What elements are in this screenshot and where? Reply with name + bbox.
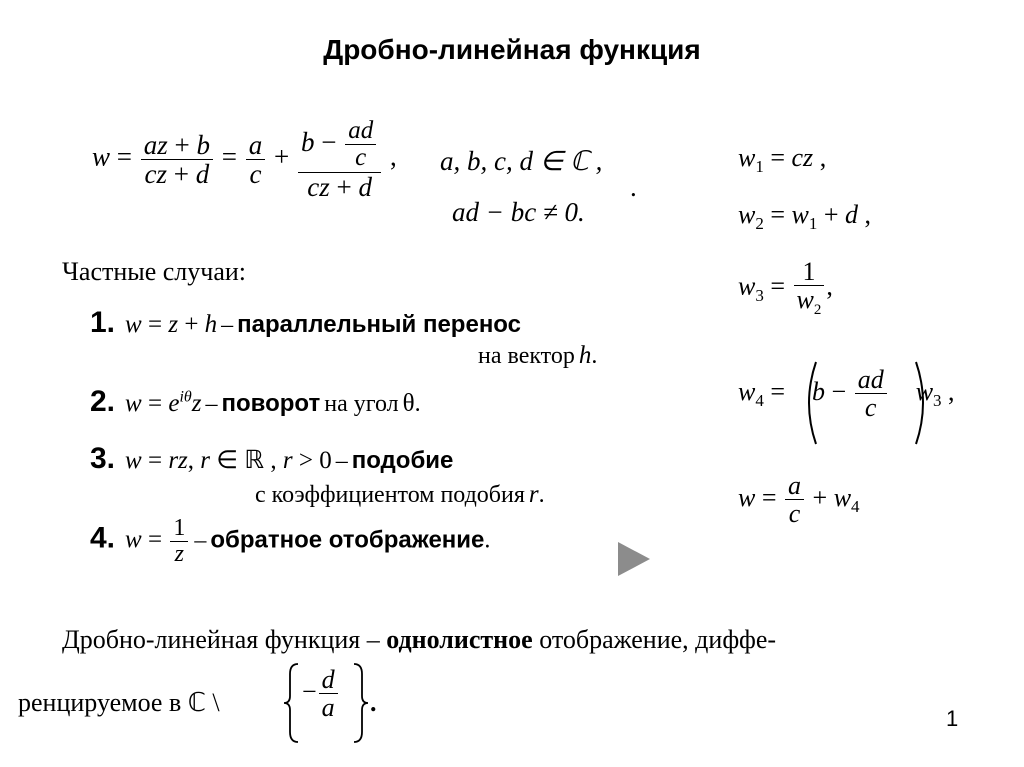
condition-sets: a, b, c, d ∈ ℂ , <box>440 146 603 176</box>
case-item-4: 4. w = $\frac{1}{z}$ – обратное отображение. <box>90 515 491 568</box>
case-number: 1. <box>90 306 116 339</box>
decomposition-step-5: w = $\frac{a}{c}$ + $w_4$ <box>738 471 860 529</box>
right-paren <box>912 360 932 446</box>
case-item-3: 3. w = rz, r ∈ ℝ , r > 0 – подобие <box>90 442 454 475</box>
left-paren <box>800 360 820 446</box>
page-title: Дробно-линейная функция <box>323 34 701 65</box>
case-item-2: 2. $w = e^{i\theta}z$ – поворот на угол θ. <box>90 385 421 418</box>
fraction-nested: b − $\frac{ad}{c}$ cz + d <box>298 118 381 201</box>
conclusion-line-2: ренцируемое в ℂ \ <box>18 688 220 717</box>
conclusion-line-1: Дробно-линейная функция – однолистное отображение, диффе- <box>62 625 777 654</box>
excluded-point: − $\frac{d}{a}$ <box>302 666 340 722</box>
decomposition-step-3: $w_3$ = $\frac{1}{w_2}$ , <box>738 257 833 319</box>
left-brace <box>282 662 302 744</box>
fraction-az-b-over-cz-d: $\frac{az + b}{cz + d}$ <box>141 131 213 189</box>
decomposition-step-4: $w_4 = b$ − $\frac{ad}{c}$ $w_3$ , <box>738 365 955 423</box>
case-number: 4. <box>90 521 116 555</box>
case-label: параллельный перенос <box>237 311 521 338</box>
case-3-continuation: с коэффициентом подобия r. <box>255 481 545 508</box>
special-cases-heading: Частные случаи: <box>62 257 247 286</box>
bold-term: однолистное <box>386 625 533 654</box>
decomposition-step-1: $w_1$ = cz , <box>738 143 827 177</box>
condition-determinant: ad − bc ≠ 0. <box>452 197 585 227</box>
play-triangle-icon[interactable] <box>618 542 650 576</box>
case-item-1: 1. w = z + h – параллельный перенос <box>90 306 521 339</box>
case-number: 2. <box>90 385 116 418</box>
case-label: поворот <box>221 390 321 417</box>
right-brace <box>350 662 370 744</box>
page-number: 1 <box>946 706 959 731</box>
case-label: подобие <box>351 447 454 474</box>
case-1-continuation: на вектор h. <box>478 342 598 369</box>
decomposition-step-2: $w_2 = w_1 + d$ , <box>738 200 872 234</box>
case-label: обратное отображение <box>210 526 485 554</box>
main-formula: w = $\frac{az + b}{cz + d}$ = $\frac{a}{c}$ + b − $\frac{ad}{c}$ cz + d , <box>92 117 397 202</box>
conclusion-end: . <box>370 688 377 717</box>
trailing-dot: . <box>630 172 637 202</box>
fraction-a-over-c: $\frac{a}{c}$ <box>246 131 266 189</box>
case-number: 3. <box>90 442 116 475</box>
